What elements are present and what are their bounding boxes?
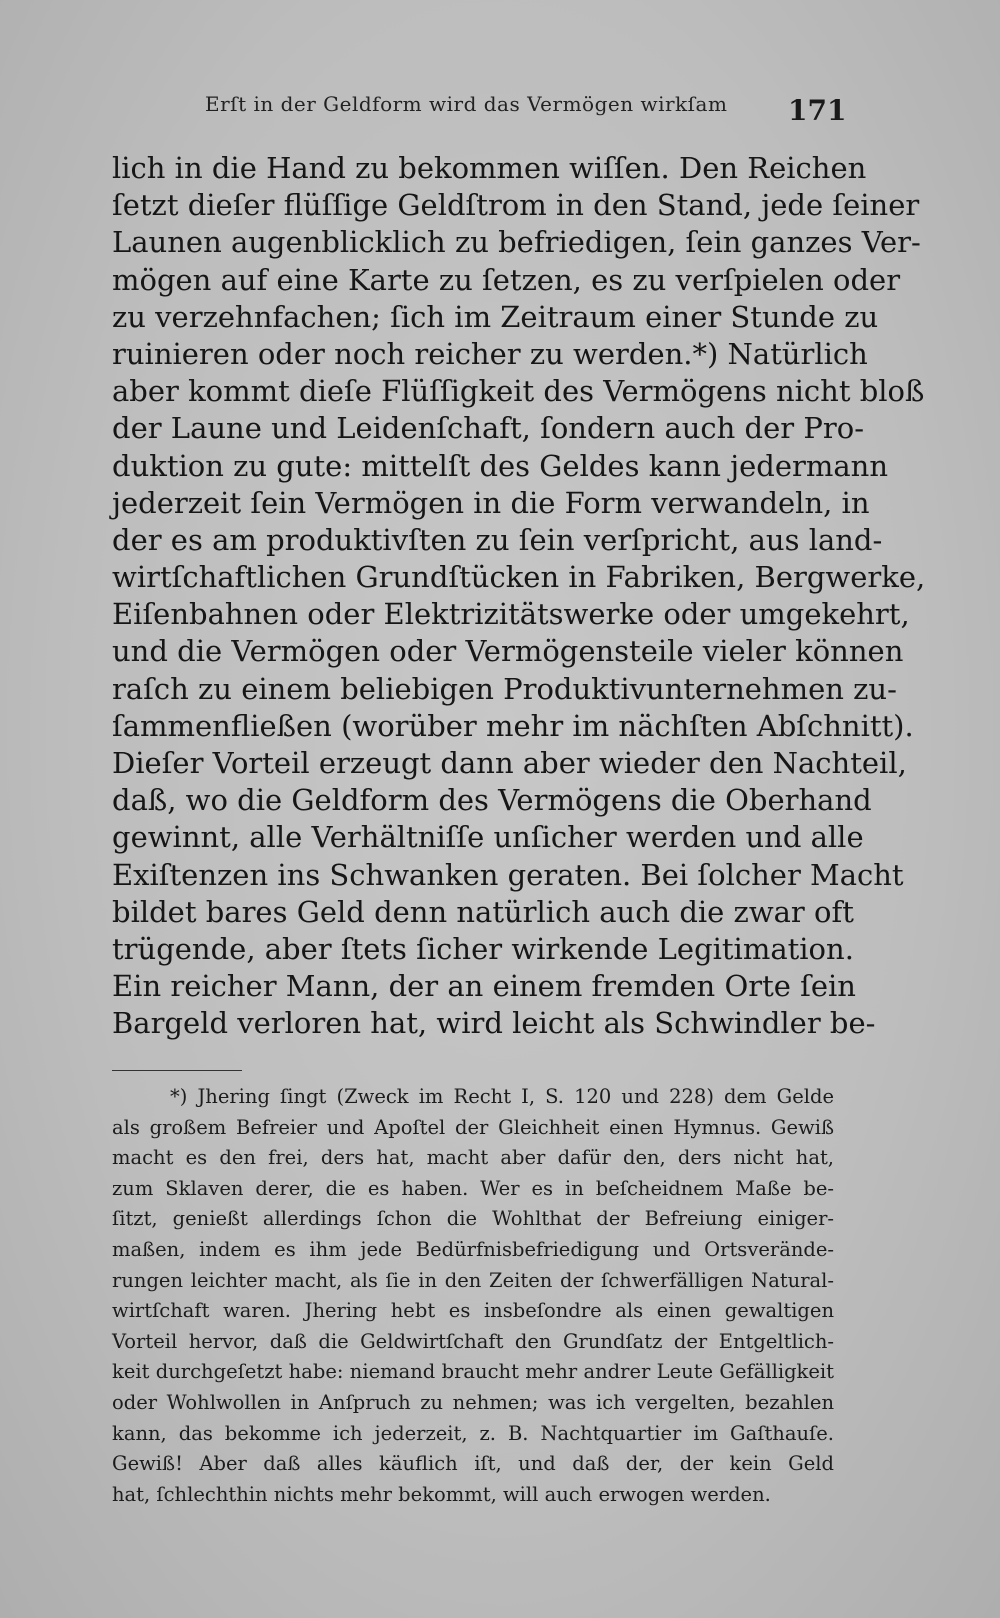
body-line: der es am produktivſten zu ſein verſpricht, aus land- [112, 522, 883, 557]
body-line: duktion zu gute: mittelſt des Geldes kann jedermann [112, 448, 889, 483]
body-line: Exiſtenzen ins Schwanken geraten. Bei ſolcher Macht [112, 857, 904, 892]
body-line: Eiſenbahnen oder Elektrizitätswerke oder umgekehrt, [112, 597, 910, 632]
body-line: Bargeld verloren hat, wird leicht als Schwindler be- [112, 1006, 876, 1041]
body-line: daß, wo die Geldform des Vermögens die Oberhand [112, 783, 872, 818]
body-line: und die Vermögen oder Vermögensteile vieler können [112, 634, 904, 669]
footnote-line: ſitzt, genießt allerdings ſchon die Wohlthat der Befreiung einiger- [112, 1207, 834, 1231]
body-line: trügende, aber ſtets ſicher wirkende Legitimation. [112, 931, 854, 966]
body-line: wirtſchaftlichen Grundſtücken in Fabriken, Bergwerke, [112, 560, 926, 595]
footnote-line: rungen leichter macht, als ſie in den Zeiten der ſchwerfälligen Natural- [112, 1268, 834, 1292]
body-line: aber kommt dieſe Flüſſigkeit des Vermögens nicht bloß [112, 374, 925, 409]
body-line: gewinnt, alle Verhältniſſe unſicher werden und alle [112, 820, 864, 855]
footnote-line: kann, das bekomme ich jederzeit, z. B. Nachtquartier im Gaſthauſe. [112, 1421, 834, 1445]
body-line: zu verzehnfachen; ſich im Zeitraum einer Stunde zu [112, 299, 879, 334]
footnote-line: maßen, indem es ihm jede Bedürfnisbefriedigung und Ortsverände- [112, 1237, 834, 1261]
body-line: der Laune und Leidenſchaft, ſondern auch der Pro- [112, 411, 864, 446]
body-line: bildet bares Geld denn natürlich auch die zwar oft [112, 894, 854, 929]
body-line: ſammenfließen (worüber mehr im nächſten Abſchnitt). [112, 708, 914, 743]
footnote-line: zum Sklaven derer, die es haben. Wer es in beſcheidnem Maße be- [112, 1176, 834, 1200]
footnote-divider [112, 1070, 242, 1071]
body-line: jederzeit ſein Vermögen in die Form verwandeln, in [112, 485, 870, 520]
body-line: Dieſer Vorteil erzeugt dann aber wieder den Nachteil, [112, 746, 907, 780]
body-line: ſetzt dieſer flüſſige Geldſtrom in den Stand, jede ſeiner [112, 188, 920, 223]
body-line: raſch zu einem beliebigen Produktivunternehmen zu- [112, 671, 897, 706]
footnote-line: hat, ſchlechthin nichts mehr bekommt, will auch erwogen werden. [112, 1482, 771, 1506]
body-line: ruinieren oder noch reicher zu werden.*) Natürlich [112, 336, 868, 371]
footnote-line: Vorteil hervor, daß die Geldwirtſchaft den Grundſatz der Entgeltlich- [112, 1329, 834, 1353]
footnote-line: *) Jhering ſingt (Zweck im Recht I, S. 120 und 228) dem Gelde [170, 1085, 834, 1108]
footnote-line: Gewiß! Aber daß alles käuflich iſt, und daß der, der kein Geld [112, 1452, 834, 1476]
body-line: lich in die Hand zu bekommen wiſſen. Den Reichen [112, 151, 867, 185]
body-text [112, 150, 926, 1043]
body-line: mögen auf eine Karte zu ſetzen, es zu verſpielen oder [112, 262, 901, 297]
footnote-line: als großem Befreier und Apoſtel der Gleichheit einen Hymnus. Gewiß [112, 1115, 834, 1139]
body-line: Ein reicher Mann, der an einem fremden Orte ſein [112, 969, 856, 1004]
footnote-line: keit durchgeſetzt habe: niemand braucht mehr andrer Leute Gefälligkeit [112, 1360, 834, 1384]
footnote-line: oder Wohlwollen in Anſpruch zu nehmen; was ich vergelten, bezahlen [112, 1390, 834, 1414]
footnote-line: macht es den frei, ders hat, macht aber dafür den, ders nicht hat, [112, 1146, 834, 1170]
body-line: Launen augenblicklich zu befriedigen, ſein ganzes Ver- [112, 225, 921, 260]
page-number: 171 [788, 94, 847, 127]
footnote-line: wirtſchaft waren. Jhering hebt es insbeſondre als einen gewaltigen [112, 1299, 834, 1323]
footnote [112, 1082, 834, 1510]
running-title: Erſt in der Geldform wird das Vermögen wirkſam [205, 92, 728, 116]
